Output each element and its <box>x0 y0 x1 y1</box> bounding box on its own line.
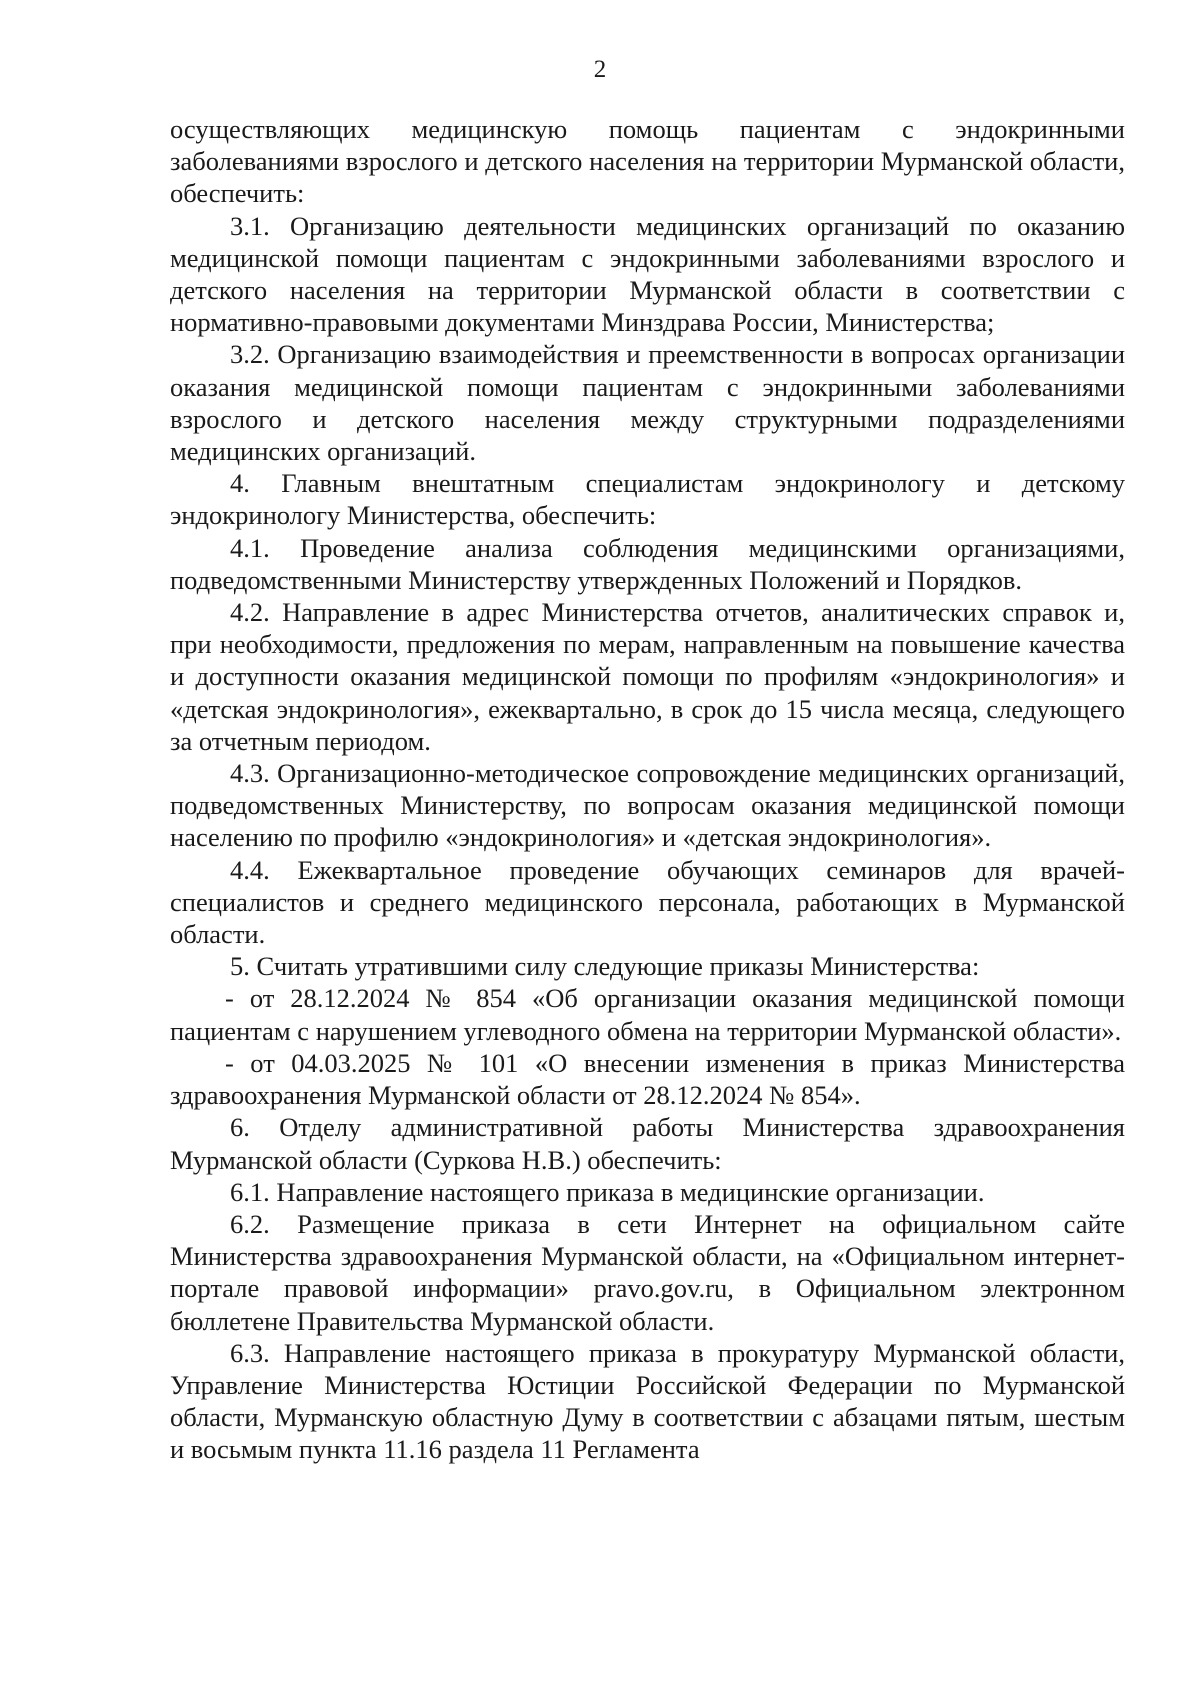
paragraph-5-item-2: - от 04.03.2025 № 101 «О внесении изменения в приказ Министерства здравоохранения Мурманской области от 28.12.2024 № 854». <box>170 1047 1125 1111</box>
paragraph-4: 4. Главным внештатным специалистам эндокринологу и детскому эндокринологу Министерства, обеспечить: <box>170 468 1125 531</box>
paragraph-6-2: 6.2. Размещение приказа в сети Интернет на официальном сайте Министерства здравоохранения Мурманской области, на «Официальном интернет-портале правовой информации» pravo.gov.ru, в Официальном электронном бюллетене Правительства Мурманской области. <box>170 1208 1125 1336</box>
paragraph-4-2: 4.2. Направление в адрес Министерства отчетов, аналитических справок и, при необходимости, предложения по мерам, направленным на повышение качества и доступности оказания медицинской помощи по профилям «эндокринология» и «детская эндокринология», ежеквартально, в срок до 15 числа месяца, следующего за отчетным периодом. <box>170 597 1125 756</box>
paragraph-4-4: 4.4. Ежеквартальное проведение обучающих семинаров для врачей-специалистов и среднего медицинского персонала, работающих в Мурманской области. <box>170 854 1125 950</box>
document-body <box>170 113 1125 1466</box>
paragraph-6-3: 6.3. Направление настоящего приказа в прокуратуру Мурманской области, Управление Министерства Юстиции Российской Федерации по Мурманской области, Мурманскую областную Думу в соответствии с абзацами пятым, шестым и восьмым пункта 11.16 раздела 11 Регламента <box>170 1337 1125 1465</box>
paragraph-4-3: 4.3. Организационно-методическое сопровождение медицинских организаций, подведомственных Министерству, по вопросам оказания медицинской помощи населению по профилю «эндокринология» и «детская эндокринология». <box>170 758 1125 853</box>
page-number: 2 <box>593 56 607 83</box>
paragraph-6-1: 6.1. Направление настоящего приказа в медицинские организации. <box>230 1176 985 1207</box>
paragraph-4-1: 4.1. Проведение анализа соблюдения медицинскими организациями, подведомственными Министерству утвержденных Положений и Порядков. <box>170 532 1125 595</box>
paragraph-continuation: осуществляющих медицинскую помощь пациентам с эндокринными заболеваниями взрослого и детского населения на территории Мурманской области, обеспечить: <box>170 114 1125 209</box>
paragraph-5-item-1: - от 28.12.2024 № 854 «Об организации оказания медицинской помощи пациентам с нарушением углеводного обмена на территории Мурманской области». <box>170 983 1125 1046</box>
paragraph-6: 6. Отделу административной работы Министерства здравоохранения Мурманской области (Суркова Н.В.) обеспечить: <box>170 1112 1125 1175</box>
paragraph-5: 5. Считать утратившими силу следующие приказы Министерства: <box>230 951 980 982</box>
paragraph-3-1: 3.1. Организацию деятельности медицинских организаций по оказанию медицинской помощи пациентам с эндокринными заболеваниями взрослого и детского населения на территории Мурманской области в соответствии с нормативно-правовыми документами Минздрава России, Министерства; <box>170 210 1125 338</box>
paragraph-3-2: 3.2. Организацию взаимодействия и преемственности в вопросах организации оказания медицинской помощи пациентам с эндокринными заболеваниями взрослого и детского населения между структурными подразделениями медицинских организаций. <box>170 339 1125 467</box>
